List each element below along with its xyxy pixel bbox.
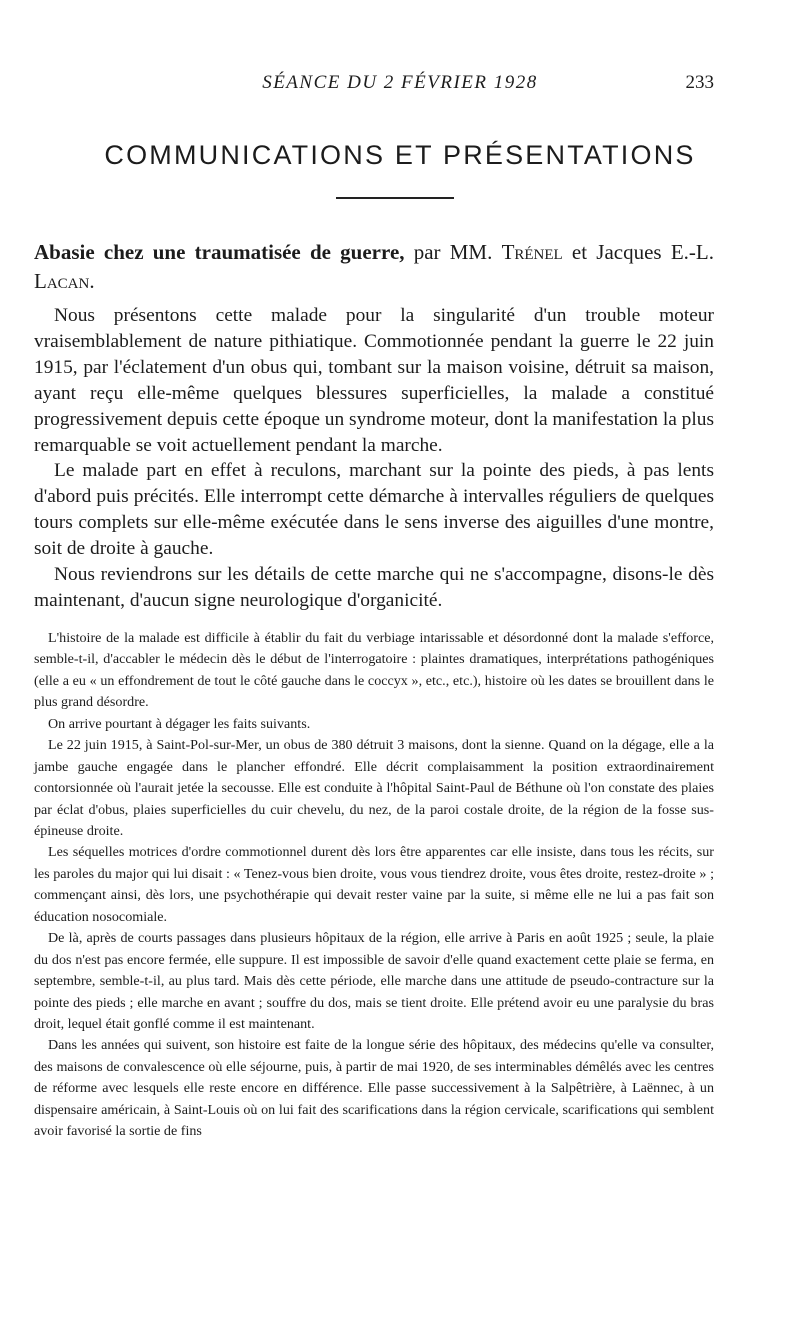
case-paragraph: Dans les années qui suivent, son histoire est faite de la longue série des hôpitaux, des médecins qu'elle va consulter, des maisons de convalescence où elle séjourne, puis, à partir de mai 1920, de ses interminables démêlés avec les centres de réforme avec lesquels elle reste encore en différence. Elle passe successivement à la Salpêtrière, à Laënnec, à un dispensaire américain, à Saint-Louis où on lui fait des scarifications dans la région cervicale, scarifications qui semblent avoir favorisé la sortie de fins	[34, 1037, 714, 1140]
body-paragraph: Nous présentons cette malade pour la singularité d'un trouble moteur vraisemblablement de nature pithiatique. Commotionnée pendant la guerre le 22 juin 1915, par l'éclatement d'un obus qui, tombant sur la maison voisine, détruit sa maison, ayant reçu elle-même quelques blessures superficielles, la malade a constitué progressivement depuis cette époque un syndrome moteur, dont la manifestation la plus remarquable se voit actuellement pendant la marche.	[34, 305, 714, 456]
body-paragraph: Nous reviendrons sur les détails de cette marche qui ne s'accompagne, disons-le dès maintenant, d'aucun signe neurologique d'organicité.	[34, 564, 714, 611]
heading-end: .	[89, 269, 95, 293]
case-paragraph: On arrive pourtant à dégager les faits suivants.	[48, 715, 311, 732]
author-trenel: Trénel	[501, 240, 563, 264]
case-paragraph: Le 22 juin 1915, à Saint-Pol-sur-Mer, un obus de 380 détruit 3 maisons, dont la sienne. Quand on la dégage, elle a la jambe gauche engagée dans le plancher effondré. Elle décrit complaisamment la position extraordinairement contorsionnée où l'aurait jetée la secousse. Elle est conduite à l'hôpital Saint-Paul de Béthune où l'on constate des plaies par éclat d'obus, plaies superficielles du cuir chevelu, du nez, de la paroi costale droite, de la région de la fosse sus-épineuse droite.	[34, 737, 714, 839]
title-rule	[336, 197, 454, 199]
case-paragraph: L'histoire de la malade est difficile à établir du fait du verbiage intarissable et désordonné dont la malade s'efforce, semble-t-il, d'accabler le médecin dès le début de l'interrogatoire : plaintes dramatiques, interprétations pathogéniques (elle a eu « un effondrement de tout le côté gauche dans le coccyx », etc., etc.), histoire où les dates se brouillent dans le plus grand désordre.	[34, 629, 714, 711]
body-paragraph: Le malade part en effet à reculons, marchant sur la pointe des pieds, à pas lents d'abord puis précités. Elle interrompt cette démarche à intervalles réguliers de quelques tours complets sur elle-même exécutée dans le sens inverse des aiguilles d'une montre, soit de droite à gauche.	[34, 460, 714, 560]
running-head	[0, 72, 800, 100]
page-number: 233	[685, 72, 714, 93]
author-lacan: Lacan	[34, 269, 90, 293]
author-initials: E.-L.	[670, 240, 714, 264]
authors-join: et Jacques	[562, 240, 671, 264]
case-paragraph: Les séquelles motrices d'ordre commotionnel durent dès lors être apparentes car elle insiste, dans tous les récits, sur les paroles du major qui lui disait : « Tenez-vous bien droite, vous vous tiendrez droite, vous êtes droite, restez-droite » ; commençant ainsi, dès lors, une psychothérapie qui devait rester vaine par la suite, si même elle ne lui a pas fait son éducation nosocomiale.	[34, 844, 714, 925]
case-history	[34, 628, 714, 1143]
running-title: SÉANCE DU 2 FÉVRIER 1928	[262, 72, 538, 93]
case-paragraph: De là, après de courts passages dans plusieurs hôpitaux de la région, elle arrive à Paris en août 1925 ; seule, la plaie du dos n'est pas encore fermée, elle suppure. Il est impossible de savoir d'elle quand exactement cette plaie se ferma, en septembre, semble-t-il, au plus tard. Mais dès cette période, elle marche dans une attitude de pseudo-contracture sur la pointe des pieds ; elle marche en avant ; souffre du dos, mais se tient droite. Elle prétend avoir eu une paralysie du bras droit, lequel était gonflé comme il est maintenant.	[34, 930, 714, 1033]
article-title: Abasie chez une traumatisée de guerre,	[34, 240, 405, 264]
section-title: COMMUNICATIONS ET PRÉSENTATIONS	[104, 140, 696, 170]
authors-prefix: par MM.	[404, 240, 502, 264]
main-text	[34, 303, 714, 614]
article	[34, 238, 714, 1143]
article-heading	[34, 238, 714, 296]
